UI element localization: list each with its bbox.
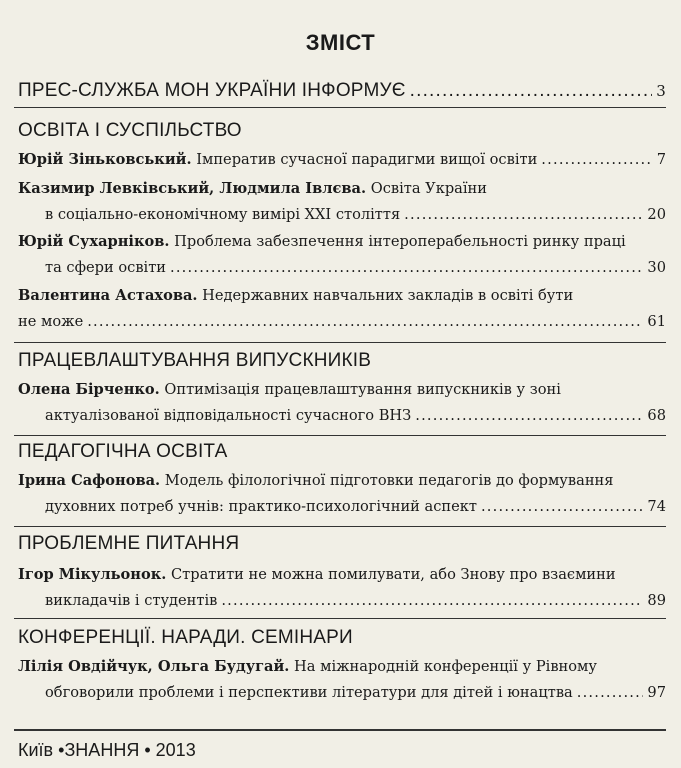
toc-entry[interactable]: [18, 380, 666, 426]
toc-entry[interactable]: [18, 657, 666, 703]
section-divider: [14, 618, 666, 619]
section-problem: ПРОБЛЕМНЕ ПИТАННЯ: [18, 533, 240, 554]
dot-leader: [170, 258, 643, 278]
entry-author: Юрій Сухарніков.: [18, 233, 170, 250]
entry-title-cont: викладачів і студентів: [45, 592, 218, 609]
page-number: 74: [647, 498, 666, 515]
entry-title: На міжнародній конференції у Рівному: [294, 658, 597, 675]
dot-leader: [87, 312, 643, 332]
footer-city: Київ: [18, 740, 54, 760]
page-number: 20: [647, 206, 666, 223]
toc-entry[interactable]: [18, 286, 666, 332]
page-number: 89: [647, 592, 666, 609]
dot-leader: [410, 80, 653, 102]
footer-year: 2013: [155, 740, 196, 760]
entry-author: Олена Бірченко.: [18, 381, 160, 398]
entry-author: Ігор Мікульонок.: [18, 566, 167, 583]
dot-leader: [404, 205, 643, 225]
dot-leader: [577, 683, 644, 703]
entry-title: Стратити не можна помилувати, або Знову про взаємини: [170, 566, 616, 583]
entry-title-cont: духовних потреб учнів: практико-психологічний аспект: [45, 498, 477, 515]
entry-title: Проблема забезпечення інтероперабельності ринку праці: [174, 233, 626, 250]
toc-entry[interactable]: [18, 150, 666, 170]
entry-title-cont: обговорили проблеми і перспективи літератури для дітей і юнацтва: [45, 684, 573, 701]
toc-entry[interactable]: [18, 179, 666, 225]
entry-author: Валентина Астахова.: [18, 287, 198, 304]
section-divider: [14, 526, 666, 527]
section-employment: ПРАЦЕВЛАШТУВАННЯ ВИПУСКНИКІВ: [18, 350, 372, 371]
toc-entry[interactable]: [18, 232, 666, 278]
entry-author: Казимир Левківський, Людмила Івлєва.: [18, 180, 367, 197]
section-press-service: [18, 80, 666, 102]
entry-title: Оптимізація працевлаштування випускників у зоні: [164, 381, 561, 398]
section-divider: [14, 107, 666, 108]
dot-leader: [221, 591, 643, 611]
section-divider: [14, 435, 666, 436]
entry-title-cont: не може: [18, 313, 84, 330]
section-divider: [14, 342, 666, 343]
footer-separator: •: [58, 740, 65, 760]
entry-author: Лілія Овдійчук, Ольга Будугай.: [18, 658, 290, 675]
entry-title: Недержавних навчальних закладів в освіті бути: [202, 287, 574, 304]
footer-publisher: ЗНАННЯ: [64, 740, 140, 760]
page-number: 68: [647, 407, 666, 424]
dot-leader: [481, 497, 643, 517]
section-pedagogical: ПЕДАГОГІЧНА ОСВІТА: [18, 441, 228, 462]
footer: [18, 740, 196, 761]
page-number: 97: [647, 684, 666, 701]
page-number: 61: [647, 313, 666, 330]
page-title: ЗМІСТ: [305, 30, 376, 55]
dot-leader: [415, 406, 643, 426]
section-conferences: КОНФЕРЕНЦІЇ. НАРАДИ. СЕМІНАРИ: [18, 627, 353, 648]
footer-divider: [14, 729, 666, 731]
entry-title-cont: в соціально-економічному вимірі XXI століття: [45, 206, 401, 223]
page-number: 3: [656, 82, 666, 100]
entry-author: Юрій Зіньковський.: [18, 151, 192, 168]
page-number: 30: [647, 259, 666, 276]
section-title: ПРЕС-СЛУЖБА МОН УКРАЇНИ ІНФОРМУЄ: [18, 80, 406, 101]
entry-author: Ірина Сафонова.: [18, 472, 161, 489]
toc-entry[interactable]: [18, 471, 666, 517]
entry-title: Освіта України: [370, 180, 487, 197]
entry-title-cont: та сфери освіти: [45, 259, 166, 276]
page-number: 7: [656, 151, 666, 168]
section-education-society: ОСВІТА І СУСПІЛЬСТВО: [18, 120, 242, 141]
toc-entry[interactable]: [18, 565, 666, 611]
entry-title: Модель філологічної підготовки педагогів до формування: [164, 472, 614, 489]
dot-leader: [541, 150, 652, 170]
footer-separator: •: [144, 740, 151, 760]
entry-title: Імператив сучасної парадигми вищої освіти: [196, 151, 538, 168]
entry-title-cont: актуалізованої відповідальності сучасного ВНЗ: [45, 407, 412, 424]
